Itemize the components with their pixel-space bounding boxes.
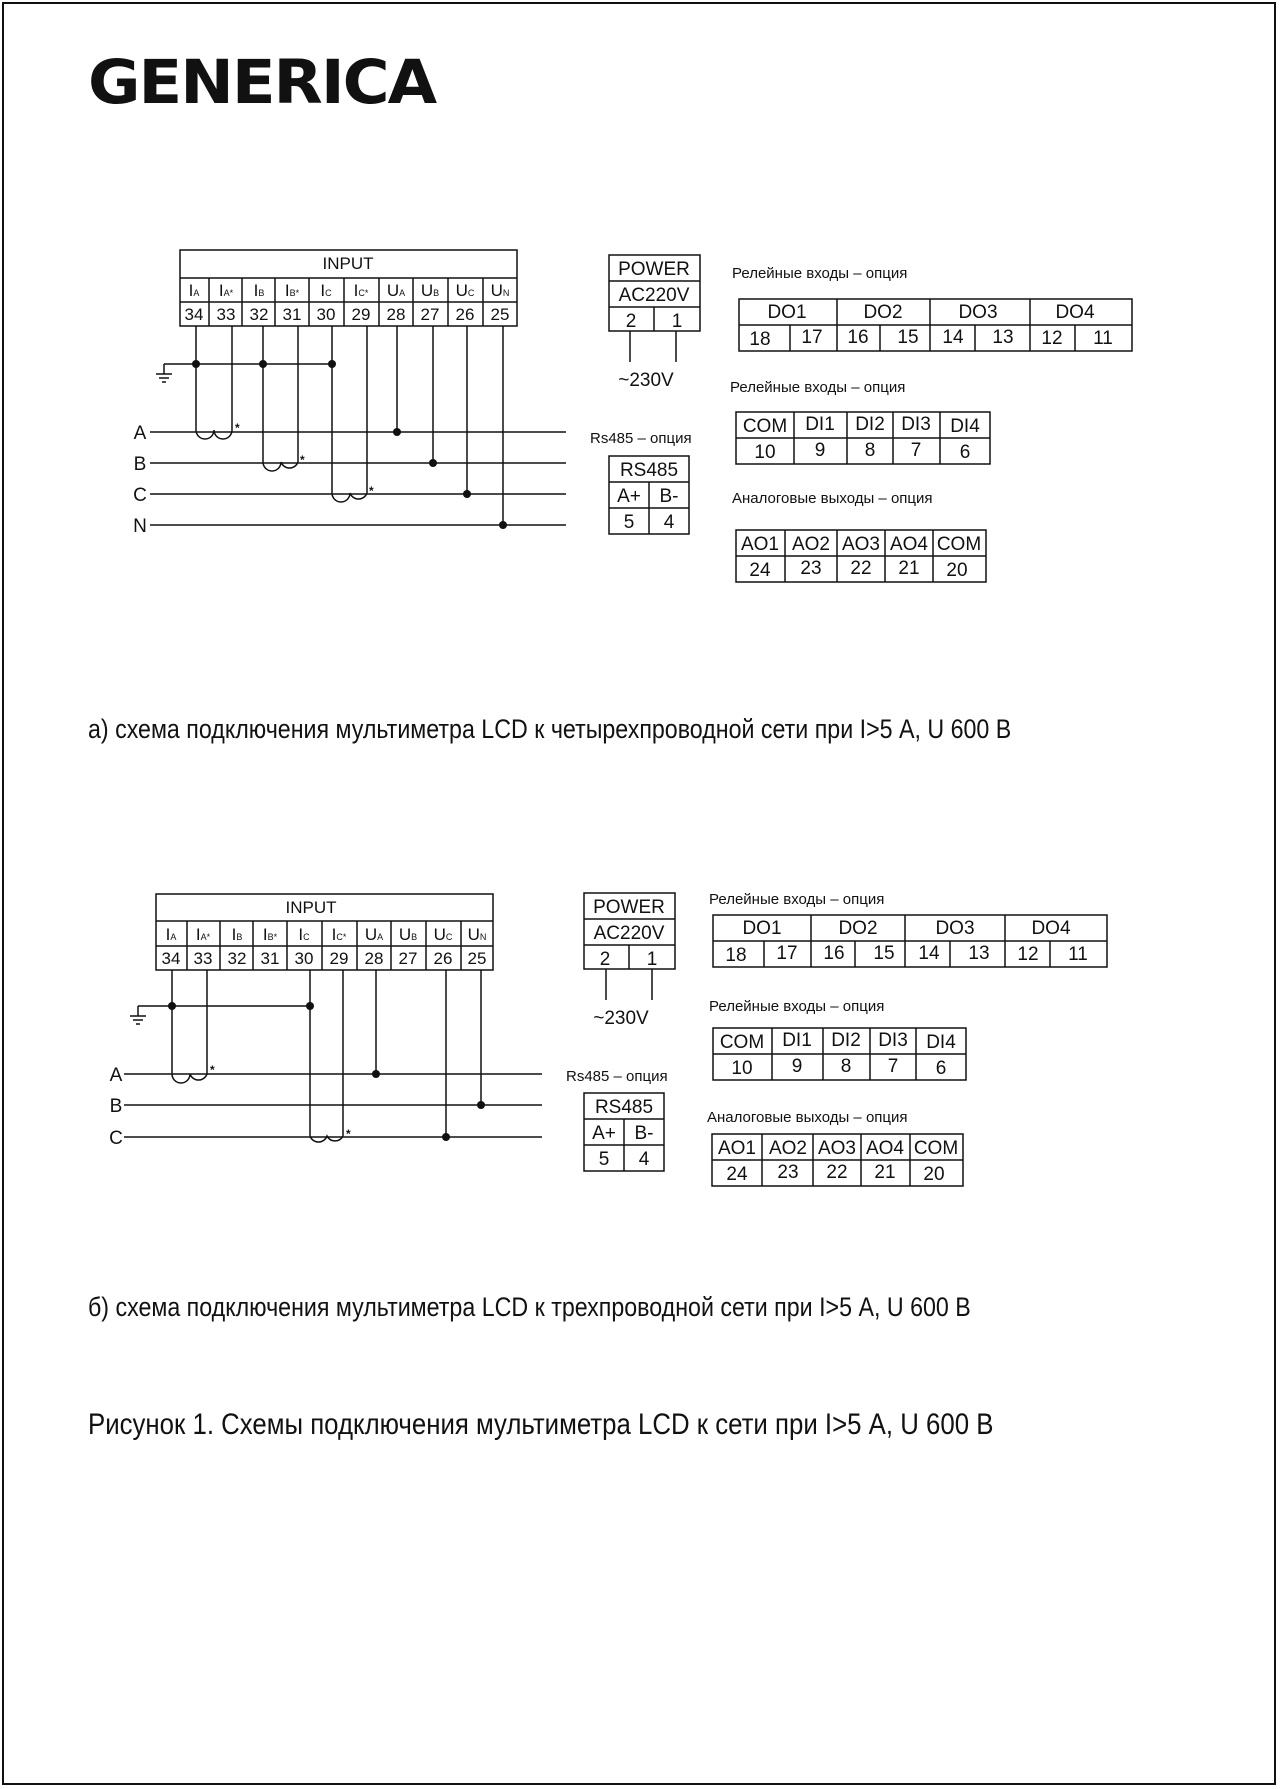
relay-in-label: DI1: [805, 414, 835, 435]
analog-out-caption: Аналоговые выходы – опция: [707, 1109, 908, 1126]
analog-out-label: AO2: [791, 534, 831, 555]
rs485-caption: Rs485 – опция: [566, 1068, 668, 1085]
junction-dot: [499, 521, 507, 529]
rs485-number: 5: [623, 512, 635, 533]
polarity-mark: *: [210, 1063, 215, 1077]
relay-out-label: DO4: [1055, 302, 1095, 323]
analog-out-label: AO4: [865, 1138, 905, 1159]
relay-in-label: DI2: [831, 1030, 861, 1051]
analog-out-number: 22: [826, 1162, 848, 1183]
relay-in-number: 6: [959, 442, 971, 463]
relay-in-number: 7: [887, 1056, 899, 1077]
relay-out-number: 13: [992, 327, 1014, 348]
power-supply-label: ~230V: [618, 370, 674, 391]
relay-out-label: DO3: [935, 918, 975, 939]
relay-out-number: 11: [1093, 328, 1113, 349]
terminal-label: UN: [467, 925, 487, 944]
rs485-label: A+: [617, 486, 641, 507]
relay-in-label: DI1: [782, 1030, 812, 1051]
polarity-mark: *: [300, 453, 305, 467]
rs485-title: RS485: [619, 460, 679, 481]
terminal-label: UA: [364, 925, 384, 944]
terminal-label: IA*: [195, 925, 211, 944]
junction-dot: [192, 360, 200, 368]
relay-out-number: 16: [823, 943, 845, 964]
relay-in-caption: Релейные входы – опция: [730, 379, 906, 396]
relay-in-label: COM: [742, 416, 788, 437]
relay-out-number: 16: [847, 327, 869, 348]
relay-in-number: 6: [935, 1058, 947, 1079]
terminal-number: 34: [161, 949, 181, 968]
phase-label-n: N: [133, 516, 147, 537]
phase-label-b: B: [109, 1096, 123, 1117]
analog-out-number: 20: [923, 1164, 945, 1185]
relay-out-number: 13: [968, 943, 990, 964]
terminal-label: IC*: [331, 925, 347, 944]
power-subtitle: AC220V: [593, 923, 665, 944]
analog-out-number: 22: [850, 558, 872, 579]
junction-dot: [306, 1002, 314, 1010]
power-terminal: 1: [671, 311, 683, 332]
relay-out-number: 17: [776, 943, 798, 964]
relay-in-caption: Релейные входы – опция: [709, 998, 885, 1015]
polarity-mark: *: [235, 421, 240, 435]
relay-out-number: 11: [1068, 944, 1088, 965]
terminal-label: IB*: [284, 281, 300, 300]
terminal-label: IC: [298, 925, 310, 944]
analog-out-label: AO4: [889, 534, 929, 555]
terminal-label: IA: [165, 925, 177, 944]
terminal-number: 27: [398, 949, 418, 968]
rs485-number: 4: [663, 512, 675, 533]
analog-out-number: 21: [898, 558, 920, 579]
rs485-number: 4: [638, 1149, 650, 1170]
terminal-number: 25: [467, 949, 487, 968]
relay-out-number: 12: [1041, 328, 1063, 349]
power-title: POWER: [593, 897, 665, 918]
relay-out-label: DO1: [742, 918, 782, 939]
terminal-number: 34: [184, 305, 204, 324]
terminal-number: 28: [364, 949, 384, 968]
phase-label-c: C: [133, 485, 147, 506]
terminal-label: UC: [433, 925, 453, 944]
relay-out-number: 17: [801, 327, 823, 348]
relay-in-label: DI3: [901, 414, 931, 435]
caption-diagram-b: б) схема подключения мультиметра LCD к трехпроводной сети при I>5 А, U 600 В: [88, 1292, 971, 1322]
terminal-number: 29: [329, 949, 349, 968]
terminal-number: 26: [455, 305, 475, 324]
junction-dot: [328, 360, 336, 368]
caption-diagram-a: а) схема подключения мультиметра LCD к четырехпроводной сети при I>5 А, U 600 В: [88, 714, 1012, 744]
relay-out-number: 14: [942, 327, 964, 348]
power-title: POWER: [618, 259, 690, 280]
terminal-label: IA*: [218, 281, 234, 300]
junction-dot: [259, 360, 267, 368]
relay-in-number: 10: [731, 1058, 753, 1079]
relay-in-number: 8: [864, 440, 876, 461]
input-title: INPUT: [322, 254, 374, 273]
terminal-label: IB: [231, 925, 243, 944]
relay-out-number: 14: [918, 943, 940, 964]
terminal-label: UN: [490, 281, 510, 300]
terminal-label: IC: [320, 281, 332, 300]
rs485-number: 5: [598, 1149, 610, 1170]
rs485-title: RS485: [594, 1097, 654, 1118]
analog-out-label: AO1: [740, 534, 780, 555]
analog-out-number: 21: [874, 1162, 896, 1183]
phase-label-a: A: [133, 423, 147, 444]
terminal-number: 33: [216, 305, 236, 324]
relay-in-number: 9: [814, 440, 826, 461]
relay-out-number: 18: [749, 329, 771, 350]
terminal-number: 25: [490, 305, 510, 324]
phase-label-a: A: [109, 1065, 123, 1086]
analog-out-label: AO2: [768, 1138, 808, 1159]
terminal-label: IB: [253, 281, 265, 300]
terminal-label: UB: [398, 925, 418, 944]
rs485-label: B-: [659, 486, 679, 507]
relay-in-label: DI4: [926, 1032, 956, 1053]
terminal-label: IA: [188, 281, 200, 300]
power-supply-label: ~230V: [593, 1008, 649, 1029]
phase-label-b: B: [133, 454, 147, 475]
terminal-number: 32: [249, 305, 269, 324]
relay-out-label: DO1: [767, 302, 807, 323]
junction-dot: [372, 1070, 380, 1078]
terminal-label: IC*: [353, 281, 369, 300]
phase-label-c: C: [109, 1128, 123, 1149]
analog-out-label: COM: [936, 534, 982, 555]
polarity-mark: *: [369, 484, 374, 498]
wiring-diagram-a-svg: [0, 0, 1280, 640]
terminal-number: 31: [282, 305, 302, 324]
relay-out-caption: Релейные входы – опция: [732, 265, 908, 282]
analog-out-number: 23: [777, 1162, 799, 1183]
junction-dot: [168, 1002, 176, 1010]
wiring-diagram-b-svg: [0, 640, 1280, 1260]
junction-dot: [429, 459, 437, 467]
terminal-label: UB: [420, 281, 440, 300]
wiring-diagram-three-wire: [0, 640, 1280, 1260]
relay-in-number: 10: [754, 442, 776, 463]
rs485-label: B-: [634, 1123, 654, 1144]
terminal-number: 32: [227, 949, 247, 968]
relay-out-number: 12: [1017, 944, 1039, 965]
polarity-mark: *: [346, 1127, 351, 1141]
brand-logo: GENERICA: [88, 48, 436, 119]
terminal-number: 27: [420, 305, 440, 324]
rs485-caption: Rs485 – опция: [590, 430, 692, 447]
power-subtitle: AC220V: [618, 285, 690, 306]
analog-out-number: 24: [726, 1164, 748, 1185]
analog-out-label: COM: [913, 1138, 959, 1159]
analog-out-number: 24: [749, 560, 771, 581]
relay-out-label: DO2: [863, 302, 903, 323]
relay-out-label: DO3: [958, 302, 998, 323]
terminal-number: 30: [316, 305, 336, 324]
relay-out-label: DO4: [1031, 918, 1071, 939]
analog-out-label: AO3: [817, 1138, 857, 1159]
power-terminal: 1: [646, 949, 658, 970]
terminal-number: 26: [433, 949, 453, 968]
wiring-diagram-four-wire: [0, 0, 1280, 640]
terminal-label: UC: [455, 281, 475, 300]
relay-out-label: DO2: [838, 918, 878, 939]
analog-out-number: 23: [800, 558, 822, 579]
relay-in-label: DI3: [878, 1030, 908, 1051]
junction-dot: [442, 1133, 450, 1141]
terminal-number: 33: [193, 949, 213, 968]
terminal-number: 30: [294, 949, 314, 968]
relay-out-number: 18: [725, 945, 747, 966]
relay-in-label: DI2: [855, 414, 885, 435]
relay-in-label: COM: [719, 1032, 765, 1053]
junction-dot: [477, 1101, 485, 1109]
analog-out-label: AO3: [841, 534, 881, 555]
relay-in-label: DI4: [950, 416, 980, 437]
relay-out-number: 15: [873, 943, 895, 964]
power-terminal: 2: [599, 949, 611, 970]
terminal-label: IB*: [262, 925, 278, 944]
junction-dot: [463, 490, 471, 498]
power-terminal: 2: [625, 311, 637, 332]
analog-out-number: 20: [946, 560, 968, 581]
analog-out-label: AO1: [717, 1138, 757, 1159]
relay-in-number: 8: [840, 1056, 852, 1077]
junction-dot: [393, 428, 401, 436]
relay-out-caption: Релейные входы – опция: [709, 891, 885, 908]
relay-out-number: 15: [897, 327, 919, 348]
input-title: INPUT: [285, 898, 337, 917]
figure-caption: Рисунок 1. Схемы подключения мультиметра LCD к сети при I>5 А, U 600 В: [88, 1408, 994, 1441]
rs485-label: A+: [592, 1123, 616, 1144]
relay-in-number: 7: [910, 440, 922, 461]
relay-in-number: 9: [791, 1056, 803, 1077]
terminal-number: 31: [260, 949, 280, 968]
terminal-number: 28: [386, 305, 406, 324]
terminal-number: 29: [351, 305, 371, 324]
terminal-label: UA: [386, 281, 406, 300]
analog-out-caption: Аналоговые выходы – опция: [732, 490, 933, 507]
input-labels: [189, 281, 510, 300]
